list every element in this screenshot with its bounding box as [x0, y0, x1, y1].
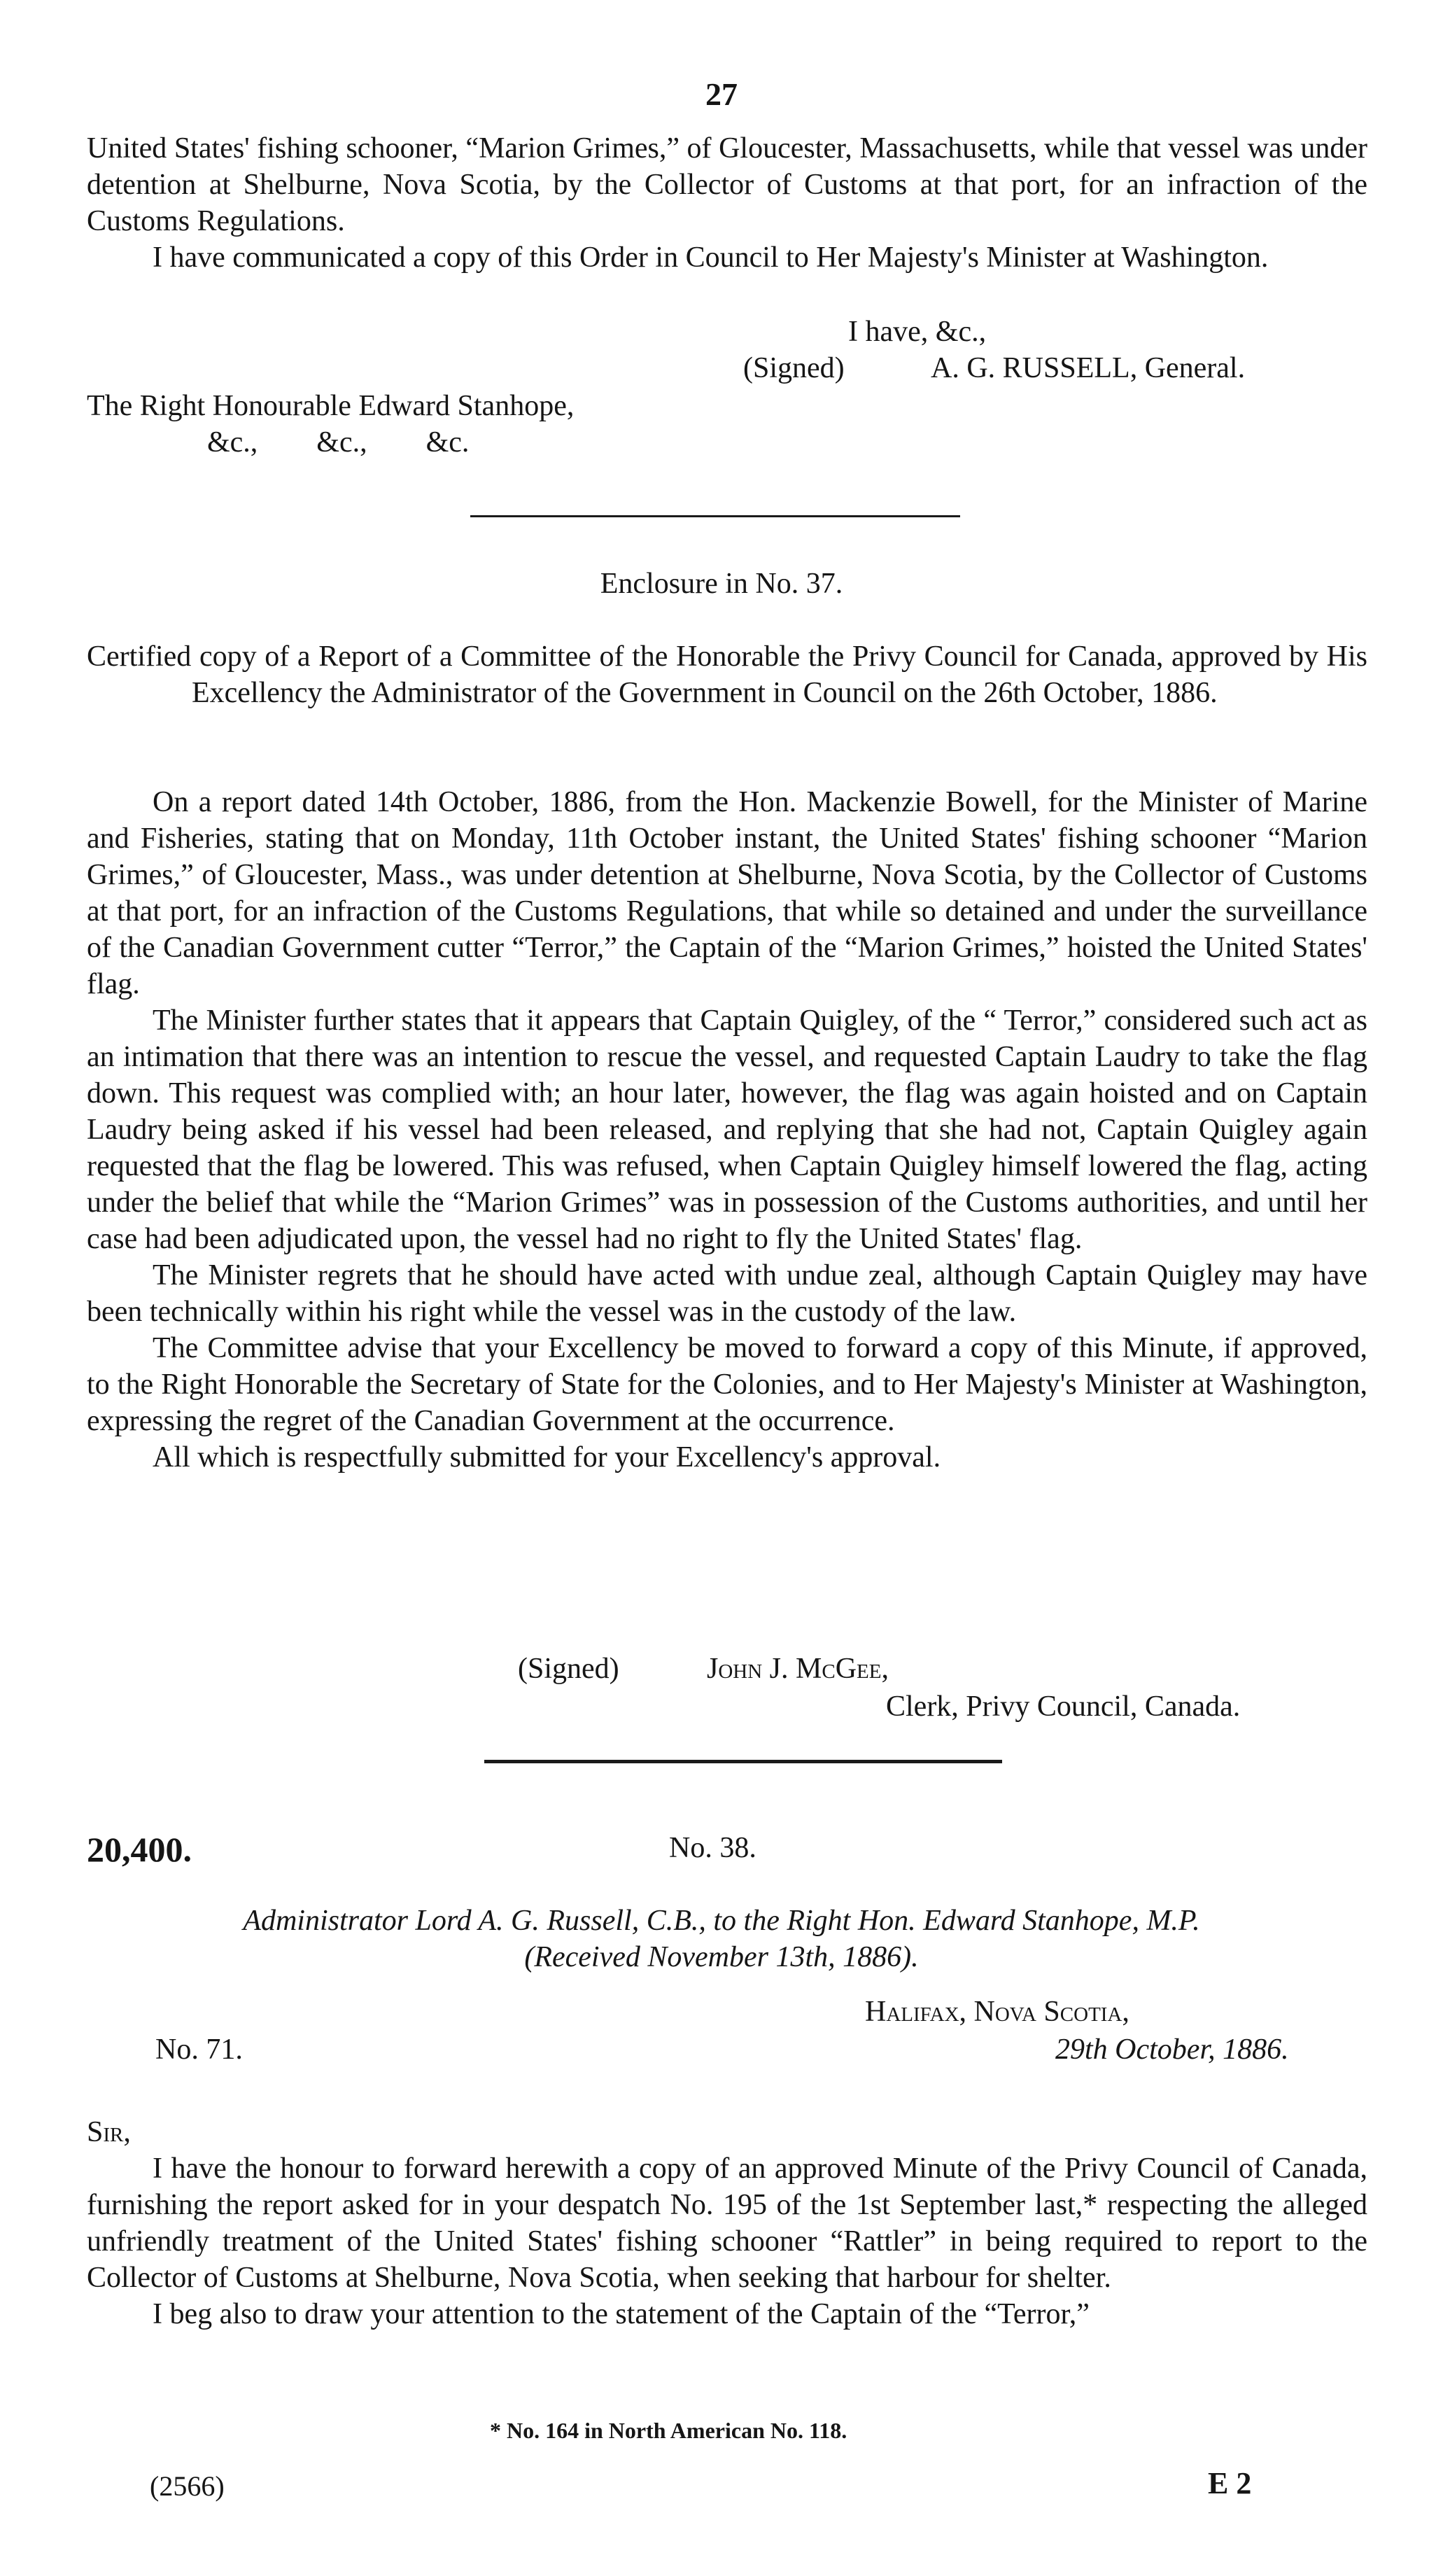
enclosure-paragraph: The Minister regrets that he should have acted with undue zeal, although Captain Quigley may have been technically within his right while the vessel was in the custody of the law. [87, 1259, 1367, 1328]
received-date: (Received November 13th, 1886). [524, 1941, 919, 1973]
letter-paragraph: I have the honour to forward herewith a copy of an approved Minute of the Privy Council of Canada, furnishing the report asked for in your despatch No. 195 of the 1st September last,* respecting the alleged unfriendly treatment of the United States' fishing schooner “Rattler” in being required to report to the Collector of Customs at Shelburne, Nova Scotia, when seeking that harbour for shelter. [87, 2152, 1367, 2294]
page-number: 27 [705, 76, 738, 112]
document-number: No. 38. [669, 1832, 756, 1864]
reference-number: 20,400. [87, 1830, 192, 1869]
continuation-paragraph: I have communicated a copy of this Order in Council to Her Majesty's Minister at Washington. [153, 241, 1269, 274]
enclosure-signer-title: Clerk, Privy Council, Canada. [886, 1690, 1241, 1723]
enclosure-paragraph: The Minister further states that it appears that Captain Quigley, of the “ Terror,” considered such act as an intimation that there was an intention to rescue the vessel, and requested Captain Laudry to take the flag down. This request was complied with; an hour later, however, the flag was again hoisted and on Captain Laudry being asked if his vessel had been released, and replying that she had not, Captain Quigley again requested that the flag be lowered. This was refused, when Captain Quigley himself lowered the flag, acting under the belief that while the “Marion Grimes” was in possession of the Customs authorities, and until her case had been adjudicated upon, the vessel had no right to fly the United States' flag. [87, 1004, 1367, 1255]
enclosure-signer: John J. McGee, [707, 1653, 889, 1685]
signature-mark: E 2 [1208, 2466, 1252, 2500]
section-divider [470, 515, 960, 517]
enclosure-paragraph: On a report dated 14th October, 1886, from the Hon. Mackenzie Bowell, for the Minister of Marine and Fisheries, stating that on Monday, 11th October instant, the United States' fishing schooner “Marion Grimes,” of Gloucester, Mass., was under detention at Shelburne, Nova Scotia, by the Collector of Customs at that port, for an infraction of the Customs Regulations, that while so detained and under the surveillance of the Canadian Government cutter “Terror,” the Captain of the “Marion Grimes,” hoisted the United States' flag. [87, 786, 1367, 1000]
letter-date: 29th October, 1886. [1055, 2033, 1289, 2066]
enclosure-body [87, 784, 1367, 1476]
closing-line: I have, &c., [848, 316, 987, 348]
enclosure-signed-label: (Signed) [518, 1653, 619, 1685]
salutation: Sir, [87, 2116, 131, 2148]
addressee-line: The Right Honourable Edward Stanhope, [87, 390, 575, 422]
letter-paragraph: I beg also to draw your attention to the statement of the Captain of the “Terror,” [153, 2298, 1090, 2330]
continuation-paragraph: United States' fishing schooner, “Marion Grimes,” of Gloucester, Massachusetts, while that vessel was under detention at Shelburne, Nova Scotia, by the Collector of Customs at that port, for an infraction of the Customs Regulations. [87, 132, 1367, 237]
enclosure-title [87, 638, 1367, 711]
enclosure-title-text: Certified copy of a Report of a Committee of the Honorable the Privy Council for Canada, approved by His Excellency the Administrator of the Government in Council on the 26th October, 1886. [87, 640, 1367, 709]
print-code: (2566) [150, 2470, 225, 2502]
section-divider [484, 1760, 1002, 1763]
enclosure-heading: Enclosure in No. 37. [600, 568, 843, 600]
footnote: * No. 164 in North American No. 118. [490, 2418, 847, 2443]
letter-place: Halifax, Nova Scotia, [865, 1996, 1129, 2028]
signed-label: (Signed) [743, 352, 845, 384]
letter-number: No. 71. [155, 2033, 243, 2066]
enclosure-paragraph: The Committee advise that your Excellency be moved to forward a copy of this Minute, if approved, to the Right Honorable the Secretary of State for the Colonies, and to Her Majesty's Minister at Washington, expressing the regret of the Canadian Government at the occurrence. [87, 1332, 1367, 1437]
letter-body [87, 2150, 1367, 2332]
signer-name: A. G. RUSSELL, General. [931, 352, 1246, 384]
letter-title: Administrator Lord A. G. Russell, C.B., to the Right Hon. Edward Stanhope, M.P. [243, 1905, 1200, 1937]
addressee-etc: &c., &c., &c. [207, 426, 470, 458]
enclosure-paragraph: All which is respectfully submitted for your Excellency's approval. [153, 1441, 941, 1474]
continuation-text [87, 130, 1367, 276]
